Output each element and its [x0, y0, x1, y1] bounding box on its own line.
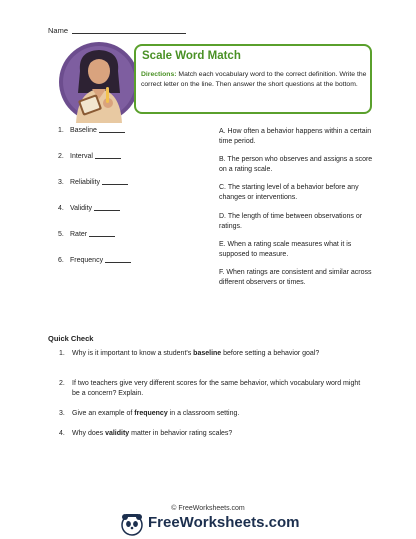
vocab-item: [58, 179, 128, 186]
question-number: 2.: [59, 380, 65, 387]
vocab-number: 1.: [58, 127, 64, 134]
question-keyword: frequency: [134, 410, 168, 417]
question-text-part: If two teachers give very different scores for the same behavior, which vocabulary word might be a concern? Explain.: [72, 380, 361, 398]
question-keyword: baseline: [193, 350, 222, 357]
vocab-number: 6.: [58, 257, 64, 264]
vocab-number: 4.: [58, 205, 64, 212]
question-text: [72, 409, 368, 419]
vocab-item: [58, 127, 125, 134]
answer-blank[interactable]: [99, 132, 125, 133]
definition-item: D. The length of time between observations or ratings.: [219, 213, 363, 231]
question-text: [72, 379, 368, 400]
quick-check-heading: Quick Check: [48, 334, 94, 343]
vocab-item: [58, 231, 115, 238]
worksheet-title: Scale Word Match: [142, 50, 241, 62]
name-label: Name: [48, 26, 69, 35]
definition-item: B. The person who observes and assigns a score on a rating scale.: [219, 156, 373, 174]
name-field-row: [48, 26, 186, 35]
definition-item: A. How often a behavior happens within a certain time period.: [219, 128, 372, 146]
name-line[interactable]: [72, 33, 186, 34]
vocab-word: Rater: [70, 231, 88, 238]
question-number: 1.: [59, 350, 65, 357]
question-text-part: in a classroom setting.: [167, 410, 240, 417]
vocab-number: 3.: [58, 179, 64, 186]
directions-body: Match each vocabulary word to the correct definition. Write the correct letter on the line. Then answer the short questions at the bottom.: [141, 71, 367, 88]
vocab-number: 2.: [58, 153, 64, 160]
vocab-word: Interval: [70, 153, 93, 160]
question-keyword: validity: [105, 430, 130, 437]
definition-item: F. When ratings are consistent and similar across different observers or times.: [219, 269, 372, 287]
vocab-number: 5.: [58, 231, 64, 238]
vocab-item: [58, 257, 131, 264]
answer-blank[interactable]: [94, 210, 120, 211]
question-text-part: Give an example of: [72, 410, 135, 417]
answer-blank[interactable]: [102, 184, 128, 185]
definition-item: E. When a rating scale measures what it is supposed to measure.: [219, 241, 352, 259]
question-number: 3.: [59, 410, 65, 417]
vocab-item: [58, 153, 121, 160]
footer-url[interactable]: © FreeWorksheets.com: [171, 505, 245, 512]
question-number: 4.: [59, 430, 65, 437]
question-text: [72, 429, 368, 439]
answer-blank[interactable]: [105, 262, 131, 263]
vocab-item: [58, 205, 120, 212]
definition-item: C. The starting level of a behavior before any changes or interventions.: [219, 184, 359, 202]
panda-icon: [120, 512, 144, 536]
directions-text: [141, 70, 369, 89]
vocab-word: Frequency: [70, 257, 104, 264]
logo-text: FreeWorksheets.com: [148, 514, 300, 531]
question-text: [72, 349, 368, 359]
question-text-part: Why does: [72, 430, 106, 437]
answer-blank[interactable]: [95, 158, 121, 159]
vocab-word: Validity: [70, 205, 93, 212]
question-text-part: before setting a behavior goal?: [221, 350, 320, 357]
footer-logo[interactable]: [120, 512, 310, 536]
answer-blank[interactable]: [89, 236, 115, 237]
question-text-part: Why is it important to know a student's: [72, 350, 194, 357]
vocab-word: Baseline: [70, 127, 97, 134]
vocab-word: Reliability: [70, 179, 100, 186]
directions-label: Directions:: [141, 71, 177, 78]
teacher-illustration: [58, 41, 140, 123]
question-text-part: matter in behavior rating scales?: [129, 430, 233, 437]
